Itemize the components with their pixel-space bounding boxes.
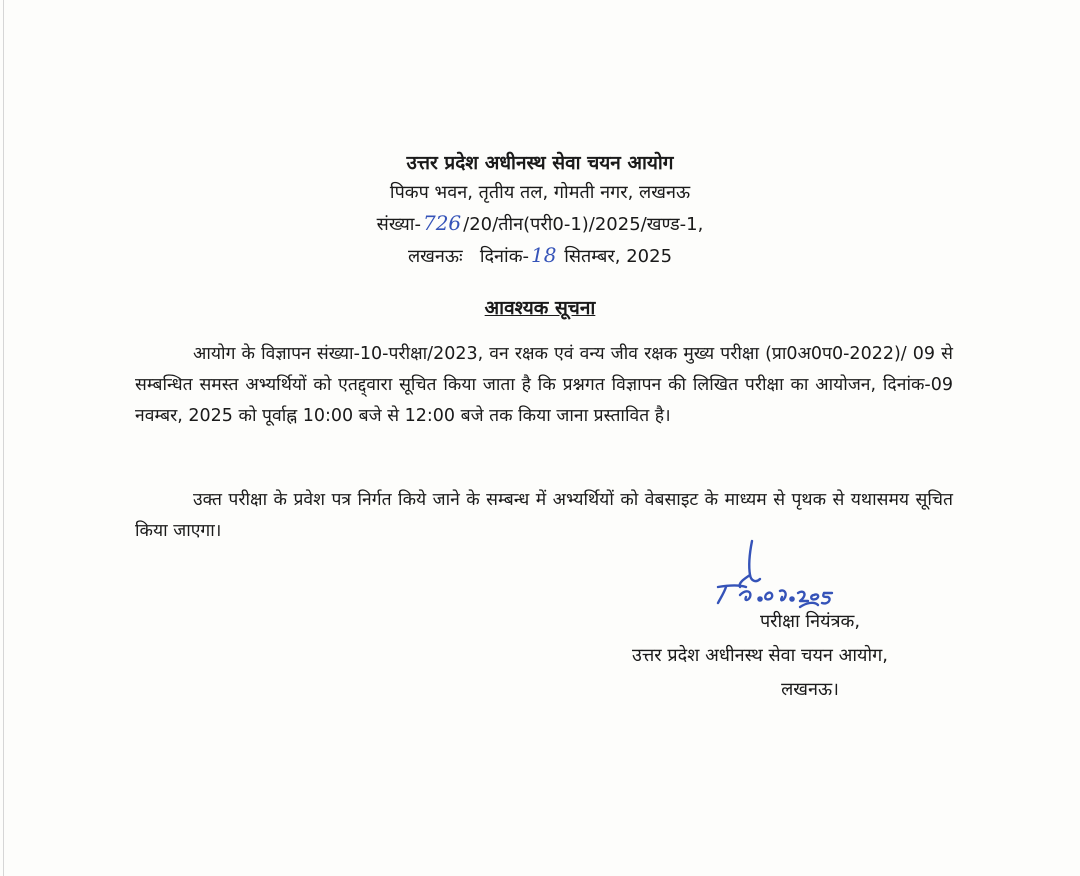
organisation-address: पिकप भवन, तृतीय तल, गोमती नगर, लखनऊ <box>389 182 691 203</box>
scan-edge-line <box>3 0 4 876</box>
notice-heading: आवश्यक सूचना <box>484 297 596 319</box>
date-suffix: सितम्बर, 2025 <box>558 246 673 267</box>
reference-prefix: संख्या- <box>376 214 421 235</box>
organisation-title: उत्तर प्रदेश अधीनस्थ सेवा चयन आयोग <box>406 152 674 174</box>
handwritten-day: 18 <box>531 243 557 267</box>
signatory-block <box>560 605 960 707</box>
signatory-place: लखनऊ। <box>781 679 839 700</box>
place-date-prefix: लखनऊः दिनांक- <box>407 246 530 267</box>
reference-suffix: /20/तीन(परी0-1)/2025/खण्ड-1, <box>463 214 704 235</box>
handwritten-signature <box>700 535 850 615</box>
reference-number-line <box>0 208 1080 240</box>
signatory-designation: परीक्षा नियंत्रक, <box>759 611 861 632</box>
place-date-line <box>0 240 1080 272</box>
signatory-organisation: उत्तर प्रदेश अधीनस्थ सेवा चयन आयोग, <box>632 645 888 666</box>
notice-paragraph-2: उक्त परीक्षा के प्रवेश पत्र निर्गत किये जाने के सम्बन्ध में अभ्यर्थियों को वेबसाइट के माध्यम से पृथक से यथासमय सूचित किया जाएगा। <box>135 490 953 541</box>
letterhead <box>0 148 1080 272</box>
handwritten-reference-number: 726 <box>422 211 462 235</box>
notice-paragraph-1: आयोग के विज्ञापन संख्या-10-परीक्षा/2023, वन रक्षक एवं वन्य जीव रक्षक मुख्य परीक्षा (प्रा0अ0प0-2022)/ 09 से सम्बन्धित समस्त अभ्यर्थियों को एतद्द्वारा सूचित किया जाता है कि प्रश्नगत विज्ञापन की लिखित परीक्षा का आयोजन, दिनांक-09 नवम्बर, 2025 को पूर्वाह्न 10:00 बजे से 12:00 बजे तक किया जाना प्रस्तावित है। <box>135 344 953 426</box>
